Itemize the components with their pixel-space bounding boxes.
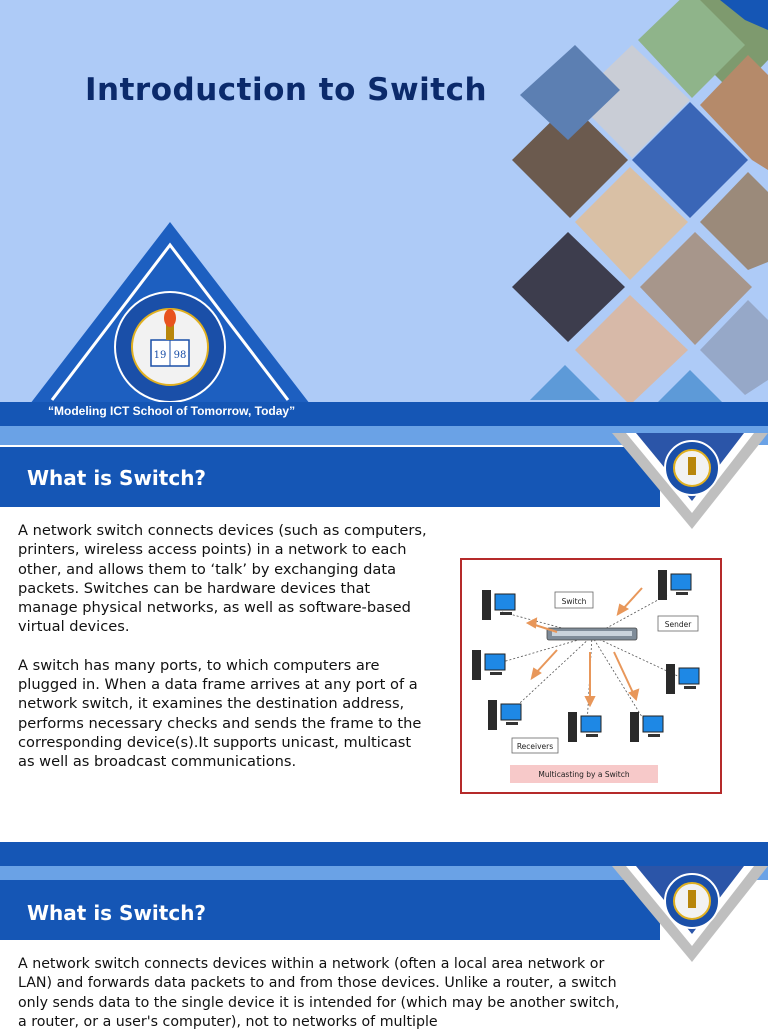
switch-label: Switch xyxy=(561,597,587,606)
diagram-caption: Multicasting by a Switch xyxy=(538,770,630,779)
school-motto: “Modeling ICT School of Tomorrow, Today” xyxy=(48,404,296,418)
slide2-header: What is Switch? xyxy=(27,466,207,490)
slide3-paragraph: A network switch connects devices within a network (often a local area network or LAN) and forwards data packets to and from those devices. Unlike a router, a switch only sends data to the single device it is intended for (which may be another switch, a router, or a user's computer), not to networks of multiple xyxy=(18,956,620,1030)
seal-year-right: 98 xyxy=(173,350,187,361)
receivers-label: Receivers xyxy=(516,742,554,751)
school-seal xyxy=(115,292,225,402)
slide3-corner-seal xyxy=(612,866,768,966)
slide3-top-band xyxy=(0,842,768,866)
slide2-paragraph-1: A network switch connects devices (such as computers, printers, wireless access points) in a network to each other, and allows them to ‘talk’ by exchanging data packets. Switches can be hardware devices that manage physical networks, as well as software-based virtual devices. xyxy=(18,522,427,636)
slide3-header: What is Switch? xyxy=(27,901,207,925)
slide2-corner-seal xyxy=(612,433,768,533)
title-slide xyxy=(0,0,768,445)
switch-diagram-graphic xyxy=(462,560,720,792)
slide3-body xyxy=(18,955,628,1032)
page-title: Introduction to Switch xyxy=(85,72,488,108)
sender-label: Sender xyxy=(664,620,692,629)
photo-collage xyxy=(0,0,768,445)
slide2-paragraph-2: A switch has many ports, to which computers are plugged in. When a data frame arrives at any port of a network switch, it examines the destination address, performs necessary checks and sends the frame to the corresponding device(s).It supports unicast, multicast as well as broadcast communications. xyxy=(18,656,422,771)
collage-tiles xyxy=(512,0,768,420)
slide2-body xyxy=(18,521,428,791)
switch-diagram xyxy=(460,558,722,794)
seal-year-left: 19 xyxy=(153,350,167,361)
